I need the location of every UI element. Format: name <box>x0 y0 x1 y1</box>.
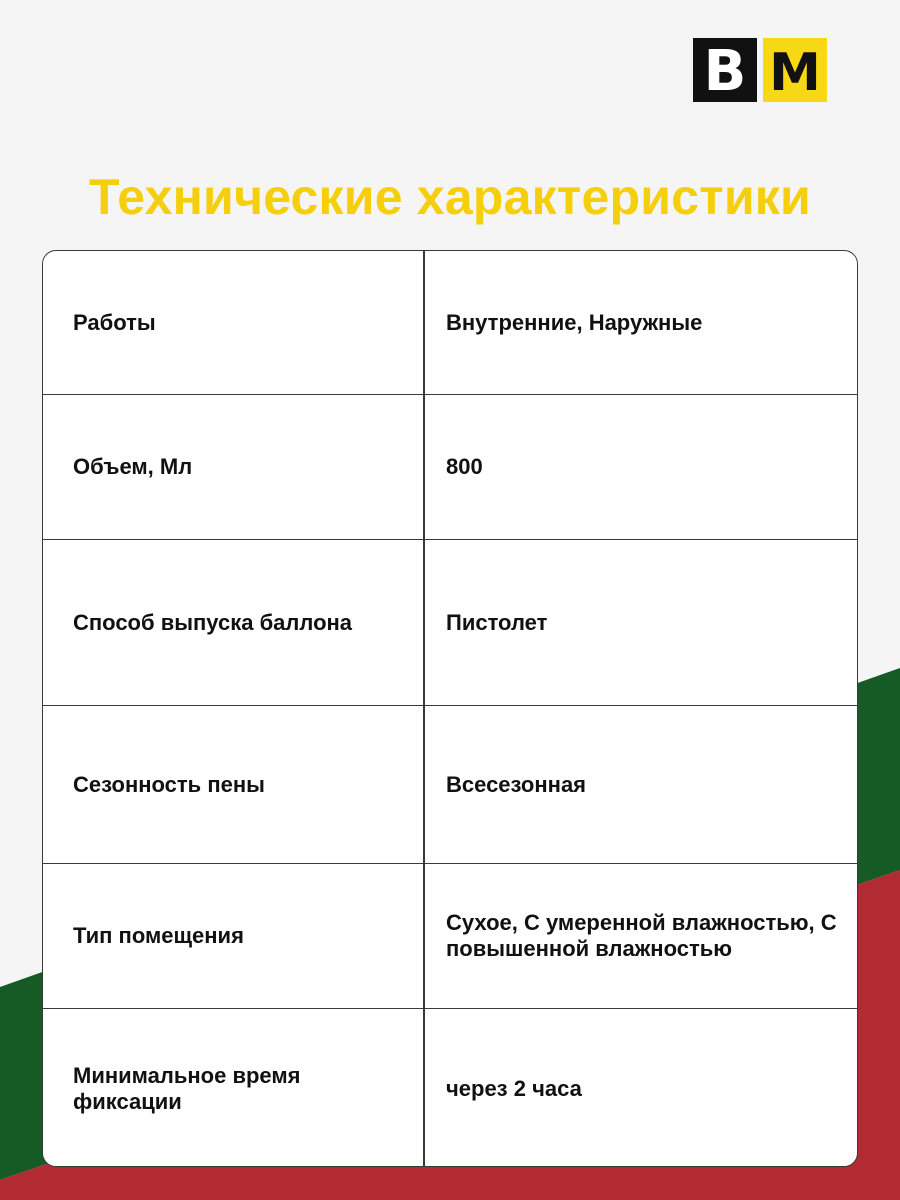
spec-key: Минимальное время фиксации <box>73 1062 301 1114</box>
spec-row-works <box>43 251 857 394</box>
spec-value: Всесезонная <box>446 771 587 797</box>
spec-key: Объем, Мл <box>73 454 193 479</box>
spec-row-fixation-time <box>43 1008 857 1167</box>
bm-logo <box>693 38 827 102</box>
spec-value: Сухое, С умеренной влажностью, С повышенной влажностью <box>446 910 837 961</box>
spec-value: через 2 часа <box>446 1075 582 1101</box>
spec-value: Пистолет <box>446 609 548 635</box>
spec-row-volume <box>43 394 857 539</box>
spec-value: 800 <box>446 454 483 479</box>
spec-row-release-method <box>43 539 857 705</box>
spec-row-seasonality <box>43 705 857 863</box>
spec-key: Способ выпуска баллона <box>73 609 353 635</box>
logo-letter-m: M <box>769 43 821 102</box>
spec-row-room-type <box>43 863 857 1008</box>
logo-letter-b: B <box>703 39 747 102</box>
page-title: Технические характеристики <box>89 169 811 225</box>
specs-table <box>42 250 858 1167</box>
column-divider <box>423 251 425 1166</box>
spec-key: Тип помещения <box>73 923 244 948</box>
spec-key: Работы <box>73 309 156 335</box>
spec-value: Внутренние, Наружные <box>446 309 703 335</box>
spec-key: Сезонность пены <box>73 771 265 797</box>
